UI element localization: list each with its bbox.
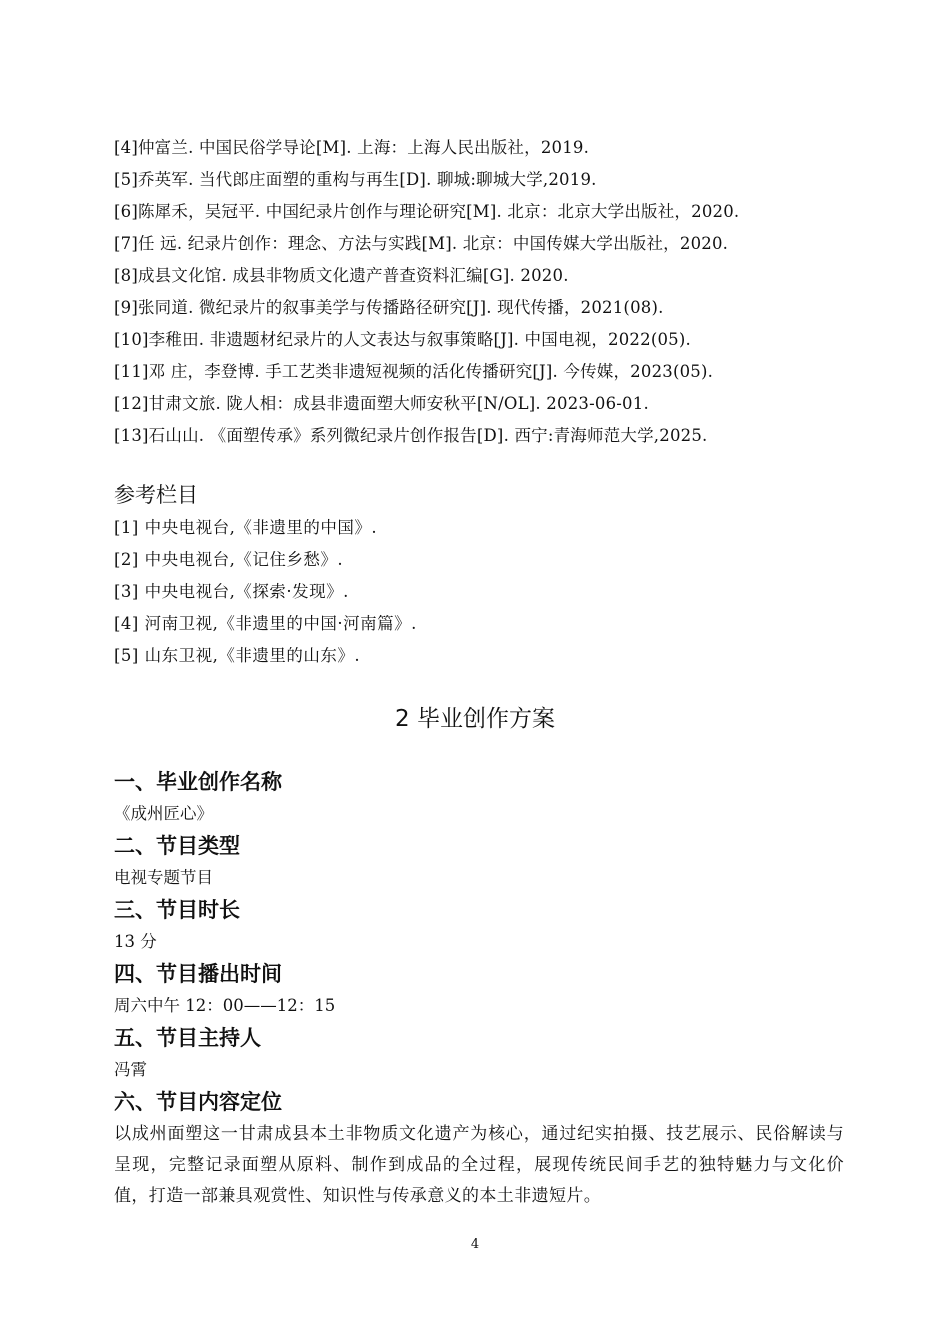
plan-value: 周六中午 12：00——12：15 [114,996,336,1015]
plan-item-airtime [114,957,844,1021]
page-number: 4 [470,1237,480,1252]
plan-paragraph: 以成州面塑这一甘肃成县本土非物质文化遗产为核心，通过纪实拍摄、技艺展示、民俗解读与呈现，完整记录面塑从原料、制作到成品的全过程，展现传统民间手艺的独特魅力与文化价值，打造一部兼具观赏性、知识性与传承意义的本土非遗短片。 [114,1124,844,1206]
columns-heading: 参考栏目 [114,483,198,507]
reference-item: [5]乔英军. 当代郎庄面塑的重构与再生[D]. 聊城:聊城大学,2019. [114,170,597,189]
reference-item: [4]仲富兰. 中国民俗学导论[M]. 上海：上海人民出版社，2019. [114,138,590,157]
plan-value: 《成州匠心》 [114,804,213,823]
plan-heading: 四、节目播出时间 [114,962,282,986]
reference-item: [7]任 远. 纪录片创作：理念、方法与实践[M]. 北京：中国传媒大学出版社，2020. [114,234,729,253]
reference-item: [8]成县文化馆. 成县非物质文化遗产普查资料汇编[G]. 2020. [114,266,569,285]
column-item: [5] 山东卫视,《非遗里的山东》. [114,646,361,665]
plan-heading: 一、毕业创作名称 [114,770,282,794]
plan-heading: 三、节目时长 [114,898,240,922]
section-title: 2 毕业创作方案 [395,706,555,732]
plan-item-host [114,1021,844,1085]
reference-item: [13]石山山. 《面塑传承》系列微纪录片创作报告[D]. 西宁:青海师范大学,2025. [114,426,708,445]
column-item: [2] 中央电视台,《记住乡愁》. [114,550,344,569]
creation-plan [114,765,844,1212]
plan-heading: 六、节目内容定位 [114,1090,282,1114]
reference-columns-list [114,512,417,672]
plan-value: 冯霄 [114,1060,147,1079]
reference-item: [6]陈犀禾，吴冠平. 中国纪录片创作与理论研究[M]. 北京：北京大学出版社，2020. [114,202,740,221]
reference-item: [11]邓 庄，李登博. 手工艺类非遗短视频的活化传播研究[J]. 今传媒，2023(05). [114,362,714,381]
column-item: [1] 中央电视台,《非遗里的中国》. [114,518,378,537]
reference-item: [10]李稚田. 非遗题材纪录片的人文表达与叙事策略[J]. 中国电视，2022(05). [114,330,691,349]
plan-item-positioning [114,1085,844,1212]
plan-item-name [114,765,844,829]
reference-item: [9]张同道. 微纪录片的叙事美学与传播路径研究[J]. 现代传播，2021(08). [114,298,664,317]
plan-value: 13 分 [114,932,157,951]
reference-list [114,132,874,452]
plan-item-type [114,829,844,893]
reference-item: [12]甘肃文旅. 陇人相：成县非遗面塑大师安秋平[N/OL]. 2023-06-01. [114,394,649,413]
plan-heading: 二、节目类型 [114,834,240,858]
plan-value: 电视专题节目 [114,868,213,887]
column-item: [4] 河南卫视,《非遗里的中国·河南篇》. [114,614,417,633]
plan-item-duration [114,893,844,957]
column-item: [3] 中央电视台,《探索·发现》. [114,582,349,601]
plan-heading: 五、节目主持人 [114,1026,261,1050]
